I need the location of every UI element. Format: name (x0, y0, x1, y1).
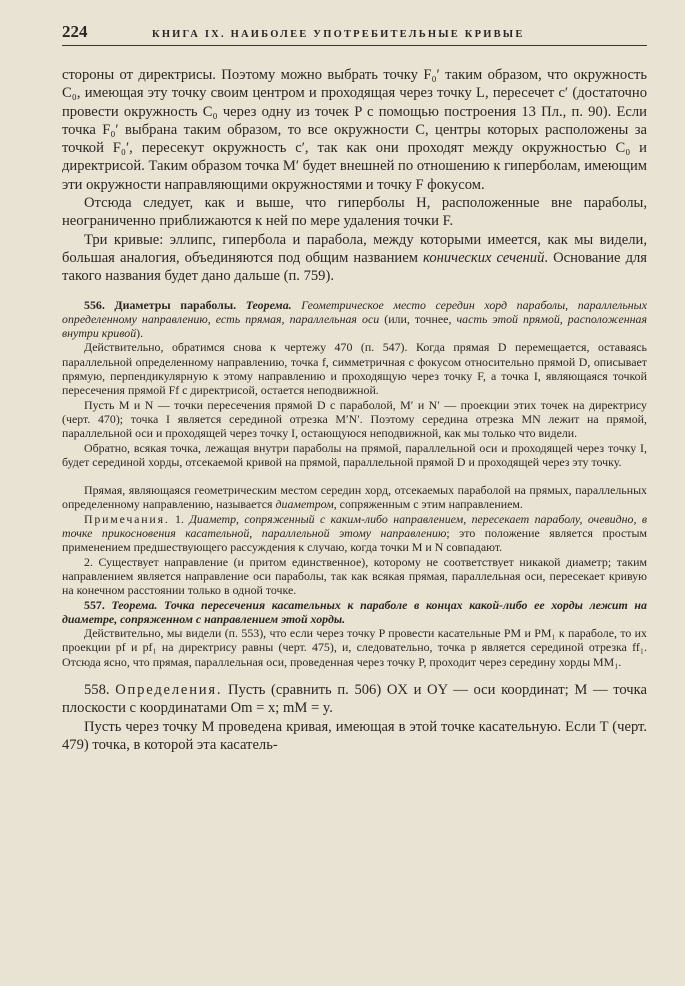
diameter-definition (62, 483, 647, 512)
section-556-end: ). (136, 326, 144, 341)
section-556-proof-2: Пусть M и N — точки пересечения прямой D с параболой, M′ и N′ — проекции этих точек на директрису (черт. 470); точка I является серединой отрезка M′N′. Поэтому середина отрезка MN лежит на прямой, параллельной оси и проходящей через точку I, остающуюся неподвижной, как мы только что видели. (62, 397, 647, 441)
section-558-label: Определения. (115, 681, 223, 698)
section-556-statement2: часть этой прямой, расположенная внутри кривой (62, 311, 647, 341)
section-557-statement: Точка пересечения касательных к параболе в концах какой-либо ее хорды лежит на диаметре, сопряженном с направлением этой хорды. (62, 597, 647, 626)
page-number: 224 (62, 22, 88, 41)
paragraph-conic-sections (62, 231, 647, 286)
section-556-theorem (62, 298, 647, 341)
section-556-statement: Геометрическое место середин хорд параболы, параллельных определенному направлению, есть прямая, параллельная оси (62, 297, 647, 326)
section-557-proof: Действительно, мы видели (п. 553), что если через точку P провести касательные PM и PM₁ к параболе, то их проекции pf и pf₁ на директрису равны (черт. 475), и, следовательно, точка p является серединой отрезка ff₁. Отсюда ясно, что прямая, параллельная оси, проведенная через точку P, проходит через середину хорды MM₁. (62, 626, 647, 669)
remark-2: 2. Существует направление (и притом единственное), которому не соответствует никакой диаметр; таким направлением является направление оси параболы, так как всякая прямая, параллельная оси, пересекает кривую на конечном расстоянии только в одной точке. (62, 554, 647, 598)
section-557-theorem (62, 598, 647, 627)
definition-text-b: , сопряженным с этим направлением. (333, 497, 523, 512)
remark-1-statement: Диаметр, сопряженный с каким-либо направлением, пересекает параболу, очевидно, в точке прикосновения касательной, параллельной этому направлению (62, 511, 648, 541)
remark-1-number: 1. (169, 511, 190, 526)
section-556-label: Теорема. (245, 297, 292, 312)
section-556-heading: 556. Диаметры параболы. (84, 297, 237, 312)
section-557-heading: 557. (84, 597, 105, 612)
page-header (62, 22, 647, 46)
paragraph-continuation: стороны от директрисы. Поэтому можно выбрать точку F₀′ таким образом, что окружность C₀, имеющая эту точку своим центром и проходящая через точку L, пересечет c′ (достаточно провести окружность C₀ через одну из точек P с помощью построения 13 Пл., п. 90). Если точка F₀′ выбрана таким образом, то все окружности C, центры которых расположены за точкой F₀′, пересекут окружность c′, так как они проходят между окружностью C₀ и директрисой. Таким образом точка M′ будет внешней по отношению к гиперболам, имеющим эти окружности направляющими окружностями и точку F фокусом. (62, 67, 647, 193)
paragraph-hyperbola: Отсюда следует, как и выше, что гиперболы H, расположенные вне параболы, неограниченно приближаются к ней по мере удаления точки F. (62, 195, 647, 230)
remark-1-rest: ; это положение является простым применением предшествующего рассуждения к случаю, когда точки M и N совпадают. (62, 526, 648, 555)
running-head: КНИГА IX. НАИБОЛЕЕ УПОТРЕБИТЕЛЬНЫЕ КРИВЫЕ (152, 29, 525, 40)
remarks-label: Примечания. (84, 511, 170, 526)
section-556-proof-1: Действительно, обратимся снова к чертежу 470 (п. 547). Когда прямая D перемещается, оставаясь параллельной определенному направлению, точка f, симметричная с фокусом относительно прямой D, описывает прямую, перпендикулярную к этому направлению и проходящую через точку F, а точка I, являющаяся точкой пересечения прямой Ff с директрисой, остается неподвижной. (62, 340, 647, 398)
remark-1 (62, 512, 647, 555)
definition-text-a: Прямая, являющаяся геометрическим местом середин хорд, отсекаемых параболой на прямых, параллельных определенному направлению, называется (62, 483, 647, 512)
section-558-paragraph: Пусть через точку M проведена кривая, имеющая в этой точке касательную. Если T (черт. 479) точка, в которой эта касатель- (62, 718, 647, 753)
section-558-heading: 558. (84, 681, 110, 698)
section-556-proof-3: Обратно, всякая точка, лежащая внутри параболы на прямой, параллельной оси и проходящей через точку I, будет серединой хорды, отсекаемой кривой на прямой, параллельной прямой D и проходящей через эту точку. (62, 440, 647, 469)
conic-text-a: Три кривые: эллипс, гипербола и парабола, между которыми имеется, как мы видели, большая аналогия, объединяются под общим названием (62, 231, 647, 266)
section-557-label: Теорема. (111, 597, 158, 612)
section-558-definitions (62, 681, 647, 718)
section-558-text: Пусть (сравнить п. 506) OX и OY — оси координат; M — точка плоскости с координатами Om = x; mM = y. (62, 681, 647, 717)
conic-text-b: . Основание для такого названия будет дано дальше (п. 759). (62, 249, 647, 285)
section-556-middle: (или, точнее, (379, 311, 457, 326)
conic-sections-term: конических сечений (423, 249, 545, 266)
diameter-term: диаметром (275, 497, 334, 512)
